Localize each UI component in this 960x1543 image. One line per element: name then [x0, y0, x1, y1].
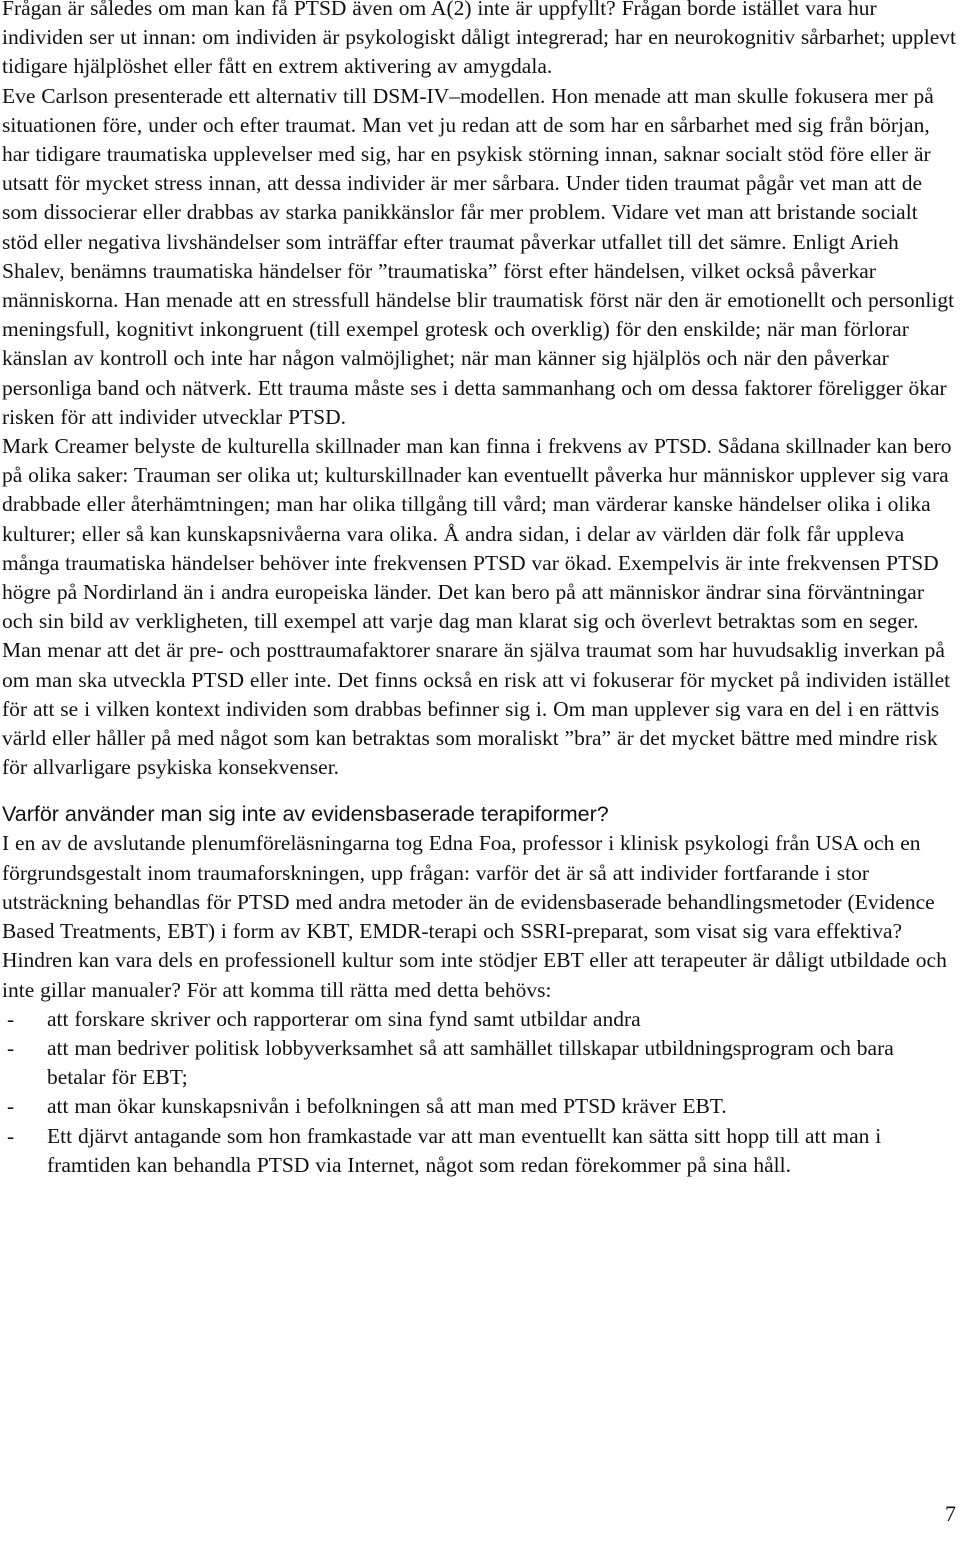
paragraph-mark-creamer: Mark Creamer belyste de kulturella skillnader man kan finna i frekvens av PTSD. Sådana skillnader kan bero på olika saker: Trauman ser olika ut; kulturskillnader kan eventuellt påverka hur människor upplever sig vara drabbade eller återhämtningen; man har olika tillgång till vård; man värderar kanske händelser olika i olika kulturer; eller så kan kunskapsnivåerna vara olika. Å andra sidan, i delar av världen där folk får uppleva många traumatiska händelser behöver inte frekvensen PTSD var ökad. Exempelvis är inte frekvensen PTSD högre på Nordirland än i andra europeiska länder. Det kan bero på att människor ändrar sina förväntningar och sin bild av verkligheten, till exempel att varje dag man klarat sig och överlevt betraktas som en seger. Man menar att det är pre- och posttraumafaktorer snarare än själva traumat som har huvudsaklig inverkan på om man ska utveckla PTSD eller inte. Det finns också en risk att vi fokuserar för mycket på individen istället för att se i vilken kontext individen som drabbas befinner sig i. Om man upplever sig vara en del i en rättvis värld eller håller på med något som kan betraktas som moraliskt ”bra” är det mycket bättre med mindre risk för allvarligare psykiska konsekvenser. [2, 434, 952, 780]
list-item [2, 1092, 958, 1121]
list-item [2, 1005, 958, 1034]
list-item-text: Ett djärvt antagande som hon framkastade var att man eventuellt kan sätta sitt hopp till att man i framtiden kan behandla PTSD via Internet, något som redan förekommer på sina håll. [47, 1123, 882, 1177]
page-number: 7 [945, 1501, 956, 1526]
list-item [2, 1034, 958, 1092]
paragraph-eve-carlson: Eve Carlson presenterade ett alternativ till DSM-IV–modellen. Hon menade att man skulle fokusera mer på situationen före, under och efter traumat. Man vet ju redan att de som har en sårbarhet med sig från början, har tidigare traumatiska upplevelser med sig, har en psykisk störning innan, saknar socialt stöd före eller är utsatt för mycket stress innan, att dessa individer är mer sårbara. Under tiden traumat pågår vet man att de som dissocierar eller drabbas av starka panikkänslor får mer problem. Vidare vet man att bristande socialt stöd eller negativa livshändelser som inträffar efter traumat påverkar utfallet till det sämre. Enligt Arieh Shalev, benämns traumatiska händelser för ”traumatiska” först efter händelsen, vilket också påverkar människorna. Han menade att en stressfull händelse blir traumatisk först när den är emotionellt och personligt meningsfull, kognitivt inkongruent (till exempel grotesk och overklig) för den enskilde; när man förlorar känslan av kontroll och inte har någon valmöjlighet; när man känner sig hjälplös och när den påverkar personliga band och nätverk. Ett trauma måste ses i detta sammanhang och om dessa faktorer föreligger ökar risken för att individer utvecklar PTSD. [2, 83, 955, 429]
paragraph-edna-foa: I en av de avslutande plenumföreläsningarna tog Edna Foa, professor i klinisk psykologi från USA och en förgrundsgestalt inom traumaforskningen, upp frågan: varför det är så att individer fortfarande i stor utsträckning behandlas för PTSD med andra metoder än de evidensbaserade behandlingsmetoder (Evidence Based Treatments, EBT) i form av KBT, EMDR-terapi och SSRI-preparat, som visat sig vara effektiva? Hindren kan vara dels en professionell kultur som inte stödjer EBT eller att terapeuter är dåligt utbildade och inte gillar manualer? För att komma till rätta med detta behövs: [2, 831, 947, 1002]
bullet-dash: - [7, 1094, 15, 1119]
paragraph-ptsd-question: Frågan är således om man kan få PTSD även om A(2) inte är uppfyllt? Frågan borde istället vara hur individen ser ut innan: om individen är psykologiskt dåligt integrerad; har en neurokognitiv sårbarhet; upplevt tidigare hjälplöshet eller fått en extrem aktivering av amygdala. [2, 0, 956, 79]
bullet-dash: - [7, 1123, 15, 1148]
section-heading: Varför använder man sig inte av evidensbaserade terapiformer? [2, 802, 609, 827]
list-item-text: att man ökar kunskapsnivån i befolkningen så att man med PTSD kräver EBT. [47, 1094, 727, 1119]
bullet-dash: - [7, 1006, 15, 1031]
list-item-text: att man bedriver politisk lobbyverksamhet så att samhället tillskapar utbildningsprogram och bara betalar för EBT; [47, 1035, 894, 1090]
bullet-dash: - [7, 1035, 15, 1060]
list-item [2, 1122, 958, 1180]
bullet-list [2, 1005, 958, 1180]
list-item-text: att forskare skriver och rapporterar om sina fynd samt utbildar andra [47, 1006, 641, 1031]
